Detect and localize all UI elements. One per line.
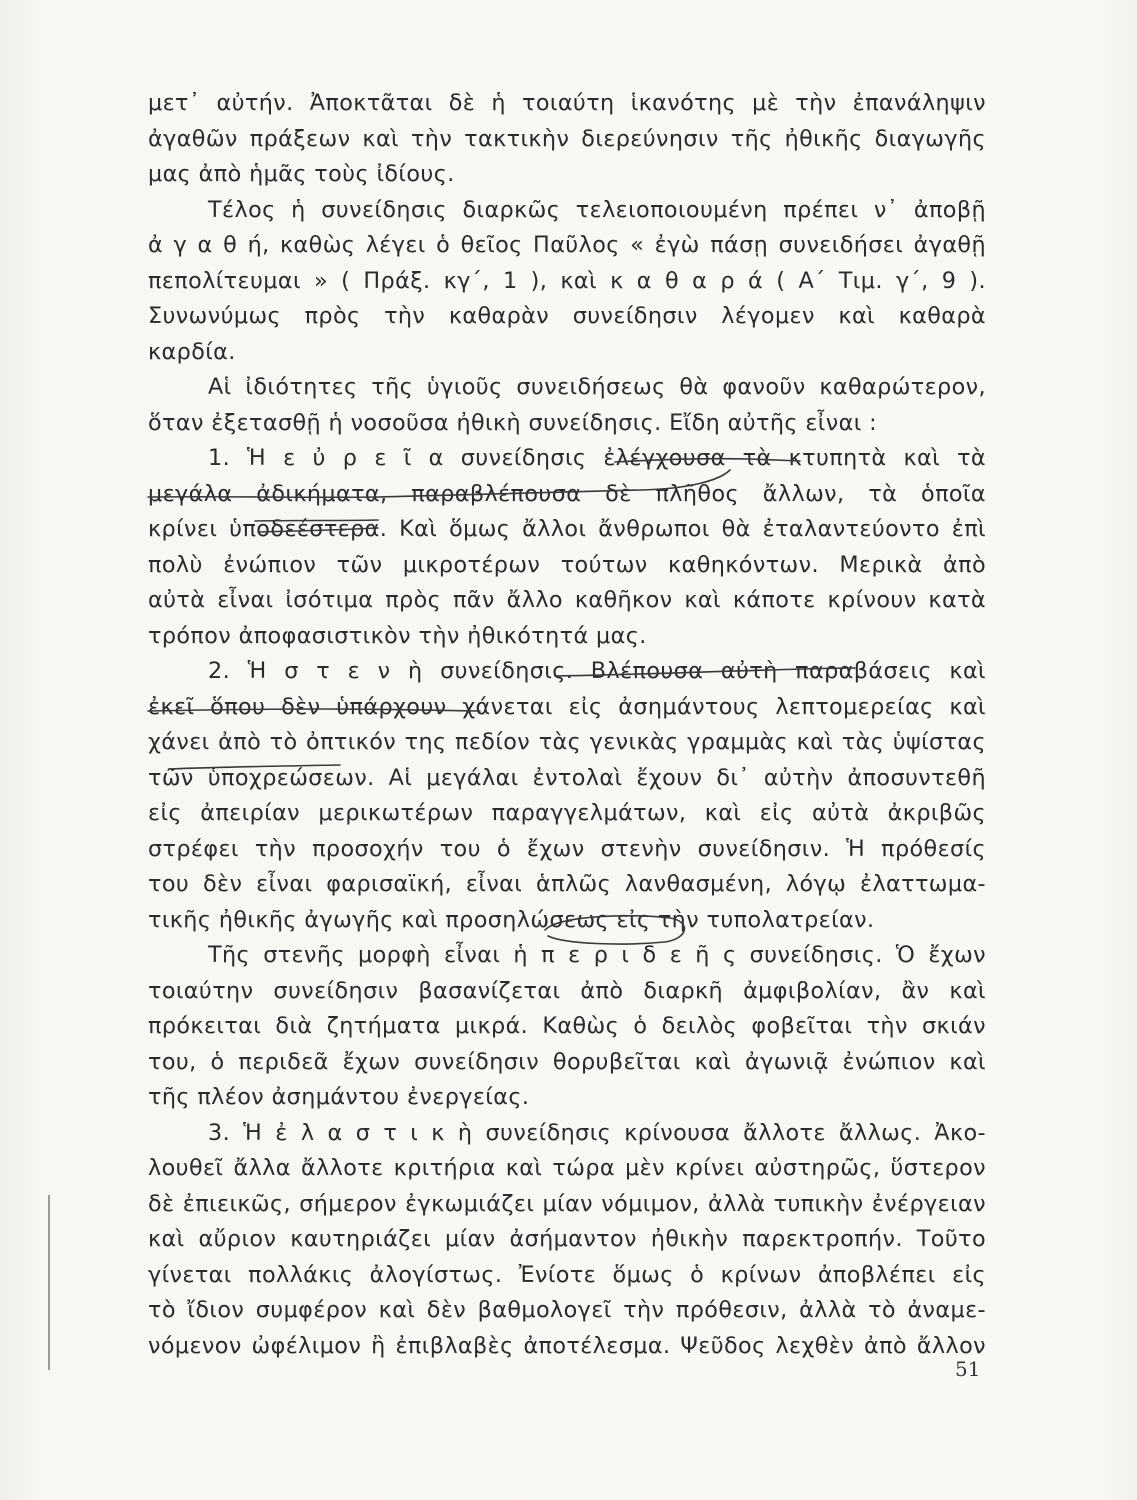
text-line: τὸ ἴδιον συμφέρον καὶ δὲν βαθμολογεῖ τὴν πρόθεσιν, ἀλλὰ τὸ ἀναμε- (148, 1297, 986, 1323)
text-line: γίνεται πολλάκις ἀλογίστως. Ἐνίοτε ὅμως ὁ κρίνων ἀποβλέπει εἰς (148, 1261, 986, 1288)
text-line: αὐτὰ εἶναι ἰσότιμα πρὸς πᾶν ἄλλο καθῆκον καὶ κάποτε κρίνουν κατὰ (148, 587, 986, 613)
text-line: μεγάλα ἀδικήματα, παραβλέπουσα δὲ πλῆθος ἄλλων, τὰ ὁποῖα (148, 480, 986, 507)
text-line: κρίνει ὑποδεέστερα. Καὶ ὅμως ἄλλοι ἄνθρωποι θὰ ἐταλαντεύοντο ἐπὶ (148, 516, 986, 542)
text-line: Τῆς στενῆς μορφὴ εἶναι ἡ π ε ρ ι δ ε ῆ ς συνείδησις. Ὁ ἔχων (208, 942, 986, 968)
text-line: 2. Ἡ σ τ ε ν ὴ συνείδησις. Βλέπουσα αὐτὴ παραβάσεις καὶ (208, 658, 986, 684)
text-line: δὲ ἐπιεικῶς, σήμερον ἐγκωμιάζει μίαν νόμιμον, ἀλλὰ τυπικὴν ἐνέργειαν (148, 1190, 986, 1217)
text-line: πεπολίτευμαι » ( Πράξ. κγ΄, 1 ), καὶ κ α θ α ρ ά ( Α΄ Τιμ. γ΄, 9 ). (148, 267, 986, 294)
text-line: τῶν ὑποχρεώσεων. Αἱ μεγάλαι ἐντολαὶ ἔχουν δι᾽ αὐτὴν ἀποσυντεθῆ (148, 764, 986, 791)
page-number: 51 (955, 1357, 981, 1381)
text-line: πρόκειται διὰ ζητήματα μικρά. Καθὼς ὁ δειλὸς φοβεῖται τὴν σκιάν (148, 1013, 986, 1039)
margin-pencil-mark (48, 1195, 50, 1370)
text-line: Αἱ ἰδιότητες τῆς ὑγιοῦς συνειδήσεως θὰ φανοῦν καθαρώτερον, (208, 374, 986, 400)
text-line: τῆς πλέον ἀσημάντου ἐνεργείας. (148, 1084, 530, 1110)
text-line: πολὺ ἐνώπιον τῶν μικροτέρων τούτων καθηκόντων. Μερικὰ ἀπὸ (148, 551, 986, 578)
text-line: καὶ αὔριον καυτηριάζει μίαν ἀσήμαντον ἠθικὴν παρεκτροπήν. Τοῦτο (148, 1226, 986, 1252)
text-line: τοιαύτην συνείδησιν βασανίζεται ἀπὸ διαρκῆ ἀμφιβολίαν, ἂν καὶ (148, 977, 986, 1004)
text-line: του, ὁ περιδεᾶ ἔχων συνείδησιν θορυβεῖται καὶ ἀγωνιᾷ ἐνώπιον καὶ (148, 1048, 986, 1075)
text-line: ἐκεῖ ὅπου δὲν ὑπάρχουν χάνεται εἰς ἀσημάντους λεπτομερείας καὶ (148, 693, 986, 720)
text-line: ἀγαθῶν πράξεων καὶ τὴν τακτικὴν διερεύνησιν τῆς ἠθικῆς διαγωγῆς (148, 125, 986, 152)
text-line: τρόπον ἀποφασιστικὸν τὴν ἠθικότητά μας. (148, 622, 647, 649)
text-line: 3. Ἡ ἐ λ α σ τ ι κ ὴ συνείδησις κρίνουσα ἄλλοτε ἄλλως. Ἀκο- (208, 1119, 986, 1146)
text-line: νόμενον ὠφέλιμον ἢ ἐπιβλαβὲς ἀποτέλεσμα. Ψεῦδος λεχθὲν ἀπὸ ἄλλον (148, 1332, 986, 1359)
text-line: ἀ γ α θ ή, καθὼς λέγει ὁ θεῖος Παῦλος « ἐγὼ πάσῃ συνειδήσει ἀγαθῇ (148, 232, 986, 258)
text-line: στρέφει τὴν προσοχήν του ὁ ἔχων στενὴν συνείδησιν. Ἡ πρόθεσίς (148, 835, 986, 862)
text-line: 1. Ἡ ε ὐ ρ ε ῖ α συνείδησις ἐλέγχουσα τὰ κτυπητὰ καὶ τὰ (208, 445, 986, 471)
text-line: Τέλος ἡ συνείδησις διαρκῶς τελειοποιουμένη πρέπει ν᾽ ἀποβῇ (208, 196, 986, 223)
body-text (148, 86, 986, 1364)
text-line: μας ἀπὸ ἡμᾶς τοὺς ἰδίους. (148, 161, 455, 187)
text-line: μετ᾽ αὐτήν. Ἀποκτᾶται δὲ ἡ τοιαύτη ἱκανότης μὲ τὴν ἐπανάληψιν (148, 90, 986, 116)
text-line: εἰς ἀπειρίαν μερικωτέρων παραγγελμάτων, καὶ εἰς αὐτὰ ἀκριβῶς (148, 800, 986, 826)
text-line: λουθεῖ ἄλλα ἄλλοτε κριτήρια καὶ τώρα μὲν κρίνει αὐστηρῶς, ὕστερον (148, 1155, 986, 1181)
text-line: του δὲν εἶναι φαρισαϊκή, εἶναι ἁπλῶς λανθασμένη, λόγῳ ἐλαττωμα- (148, 871, 986, 897)
text-line: χάνει ἀπὸ τὸ ὀπτικόν της πεδίον τὰς γενικὰς γραμμὰς καὶ τὰς ὑψίστας (148, 729, 986, 755)
text-line: ὅταν ἐξετασθῇ ἡ νοσοῦσα ἠθικὴ συνείδησις. Εἴδη αὐτῆς εἶναι : (148, 409, 878, 436)
text-line: Συνωνύμως πρὸς τὴν καθαρὰν συνείδησιν λέγομεν καὶ καθαρὰ (148, 303, 986, 329)
text-line: καρδία. (148, 338, 236, 365)
text-line: τικῆς ἠθικῆς ἀγωγῆς καὶ προσηλώσεως εἰς τὴν τυπολατρείαν. (148, 906, 875, 933)
